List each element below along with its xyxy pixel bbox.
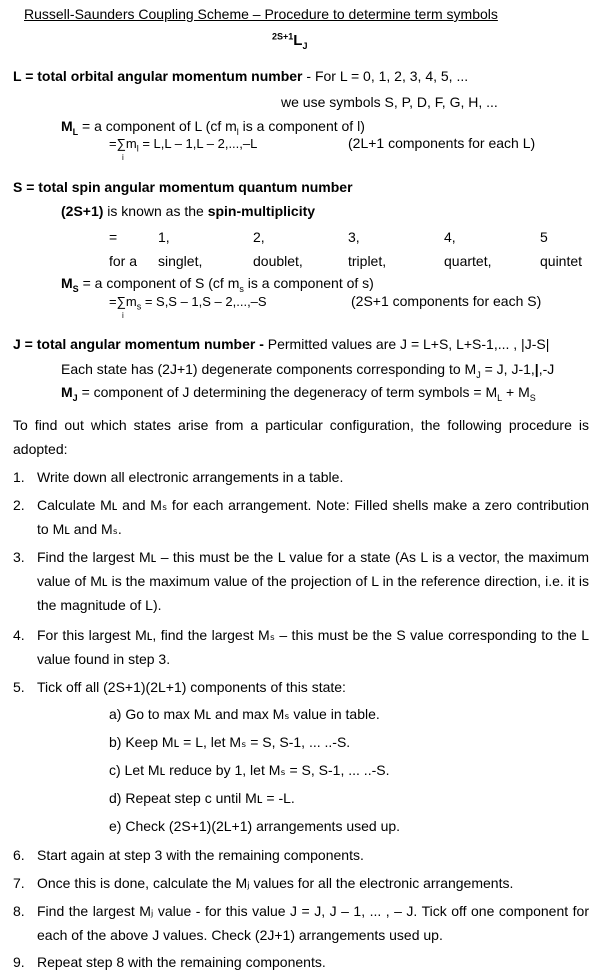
substep-c: c) Let Mʟ reduce by 1, let Mₛ = S, S-1, ... ..-S. [109, 762, 390, 778]
ml-sum-index: i [122, 153, 124, 162]
l-symbols: we use symbols S, P, D, F, G, H, ... [281, 94, 498, 110]
ms-sum-index: i [122, 311, 124, 320]
l-definition [13, 68, 468, 84]
term-symbol [272, 32, 307, 49]
term-base: L [293, 32, 303, 49]
substep-b: b) Keep Mʟ = L, let Mₛ = S, S-1, ... ..-S. [109, 734, 351, 750]
substep-a: a) Go to max Mʟ and max Mₛ value in table. [109, 706, 380, 722]
ml-summation: $=\sum m_l = L,L - 1,L - 2,...,-L$ [109, 136, 258, 154]
l-heading: L = total orbital angular momentum number [13, 68, 303, 84]
l-values: - For L = 0, 1, 2, 3, 4, 5, ... [302, 68, 469, 84]
term-superscript: 2S+1 [272, 31, 294, 42]
ms-definition: $M_S = a$ component of S (cf $m_s$ is a component of s) [61, 275, 374, 294]
substep-e: e) Check (2S+1)(2L+1) arrangements used up. [109, 818, 401, 834]
page-title: Russell-Saunders Coupling Scheme – Procedure to determine term symbols [24, 6, 498, 22]
intro-paragraph: To find out which states arise from a particular configuration, the following procedure is adopted: [13, 417, 589, 457]
ms-count: (2S+1 components for each S) [351, 293, 542, 309]
ms-summation: $=\sum m_s = S,S - 1,S - 2,...,-S$ [109, 294, 267, 312]
ml-count: (2L+1 components for each L) [348, 135, 536, 151]
substep-d: d) Repeat step c until Mʟ = -L. [109, 790, 295, 806]
j-degeneracy-line: Each state has (2J+1) degenerate components corresponding to $M_J = J$, J-1,|,-J [61, 361, 555, 380]
multiplicity-line: (2S+1) is known as the spin-multiplicity [61, 203, 316, 219]
s-heading: S = total spin angular momentum quantum number [13, 179, 353, 195]
term-subscript: J [302, 40, 308, 51]
ml-definition: $M_L = a$ component of L (cf $m_l$ is a component of l) [61, 118, 365, 137]
mj-definition: $M_J$ = component of J determining the degeneracy of term symbols = $M_L + M_S$ [61, 384, 536, 403]
text-cursor: | [534, 361, 539, 377]
j-definition: J = total angular momentum number - Permitted values are J = L+S, L+S-1,... , |J-S| [13, 336, 550, 352]
